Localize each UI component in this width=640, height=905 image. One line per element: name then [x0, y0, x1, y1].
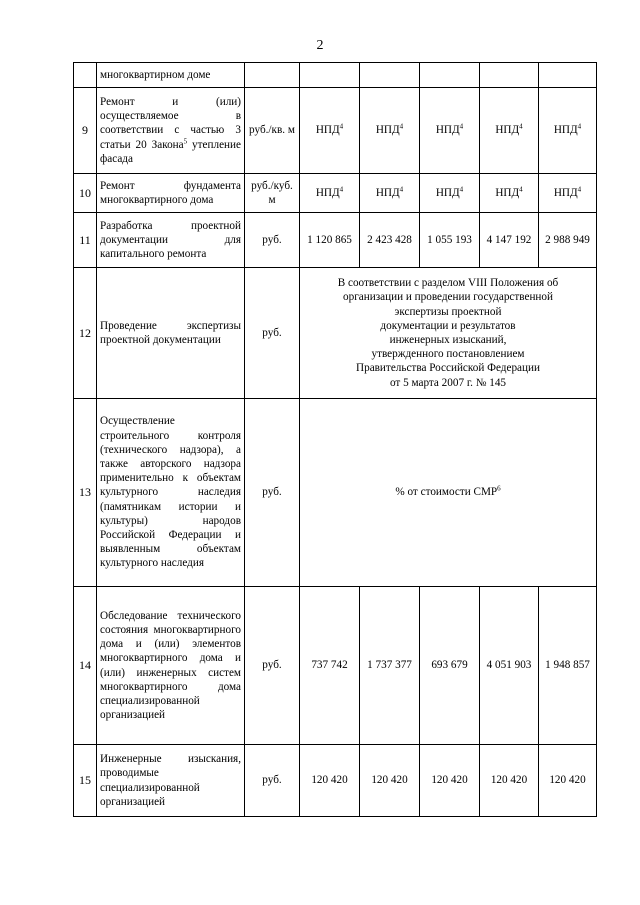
row-value: НПД$^4$: [480, 88, 539, 174]
row-value: 2 988 949: [539, 213, 597, 268]
description-text: Ремонт и (или) осуществляемое в соответствии с частью 3 статьи 20 Закона: [100, 95, 241, 151]
page-number: 2: [316, 38, 324, 53]
row-value: [539, 63, 597, 88]
row-unit: руб.: [245, 399, 300, 587]
row-unit: руб.: [245, 745, 300, 817]
table-row: [74, 268, 597, 399]
row-number: 12: [74, 268, 97, 399]
footnote-marker: 5: [183, 136, 188, 145]
row-value: НПД$^4$: [539, 174, 597, 213]
row-value: НПД$^4$: [420, 88, 480, 174]
table-row: [74, 88, 597, 174]
row-value: [360, 63, 420, 88]
row-value: НПД$^4$: [300, 174, 360, 213]
row-value: 120 420: [360, 745, 420, 817]
row-value: 693 679: [420, 587, 480, 745]
row-value: 4 051 903: [480, 587, 539, 745]
row-unit: руб.: [245, 268, 300, 399]
row-description: Осуществление строительного контроля (технического надзора), а также авторского надзора применительно к объектам культурного наследия (памятникам истории и культуры) народов Российской Федерации и выявленным объектам культурного наследия: [97, 399, 245, 587]
row-unit: руб.: [245, 587, 300, 745]
row-value: 120 420: [480, 745, 539, 817]
row-description: Разработка проектной документации для капитального ремонта: [97, 213, 245, 268]
table-row: [74, 63, 597, 88]
table-row: [74, 745, 597, 817]
row-number: 10: [74, 174, 97, 213]
row-description: Ремонт фундамента многоквартирного дома: [97, 174, 245, 213]
row-value: НПД$^4$: [539, 88, 597, 174]
footnote-marker: 6: [497, 484, 501, 493]
row-number: 14: [74, 587, 97, 745]
row-value: 1 948 857: [539, 587, 597, 745]
merged-note: % от стоимости СМР$^6$: [300, 399, 597, 587]
row-description: Инженерные изыскания, проводимые специализированной организацией: [97, 745, 245, 817]
row-value: 737 742: [300, 587, 360, 745]
row-number: [74, 63, 97, 88]
row-description: Проведение экспертизы проектной документации: [97, 268, 245, 399]
row-value: [420, 63, 480, 88]
row-number: 9: [74, 88, 97, 174]
row-unit: руб./кв. м: [245, 88, 300, 174]
row-value: НПД$^4$: [360, 88, 420, 174]
row-value: 2 423 428: [360, 213, 420, 268]
merged-note: В соответствии с разделом VIII Положения об организации и проведении государственной экспертизы проектной документации и результатов инженерных изысканий, утвержденного постановлением Правительства Российской Федерации от 5 марта 2007 г. № 145: [300, 268, 597, 399]
row-value: НПД$^4$: [480, 174, 539, 213]
description-tail: утепление фасада: [100, 138, 241, 165]
row-description: Обследование технического состояния многоквартирного дома и (или) элементов многоквартирного дома и (или) инженерных систем многоквартирного дома специализированной организацией: [97, 587, 245, 745]
cost-table: [73, 62, 597, 817]
row-value: [300, 63, 360, 88]
row-value: 1 055 193: [420, 213, 480, 268]
row-unit: руб./куб. м: [245, 174, 300, 213]
table-row: [74, 174, 597, 213]
row-value: 4 147 192: [480, 213, 539, 268]
row-description: [97, 88, 245, 174]
row-value: НПД$^4$: [360, 174, 420, 213]
row-value: 1 120 865: [300, 213, 360, 268]
row-value: 1 737 377: [360, 587, 420, 745]
row-number: 13: [74, 399, 97, 587]
table-row: [74, 213, 597, 268]
row-value: [480, 63, 539, 88]
table-row: [74, 587, 597, 745]
row-value: 120 420: [420, 745, 480, 817]
row-value: НПД$^4$: [300, 88, 360, 174]
row-value: 120 420: [539, 745, 597, 817]
table-row: [74, 399, 597, 587]
row-description: многоквартирном доме: [97, 63, 245, 88]
row-unit: [245, 63, 300, 88]
row-unit: руб.: [245, 213, 300, 268]
row-number: 11: [74, 213, 97, 268]
row-value: 120 420: [300, 745, 360, 817]
row-value: НПД$^4$: [420, 174, 480, 213]
row-number: 15: [74, 745, 97, 817]
